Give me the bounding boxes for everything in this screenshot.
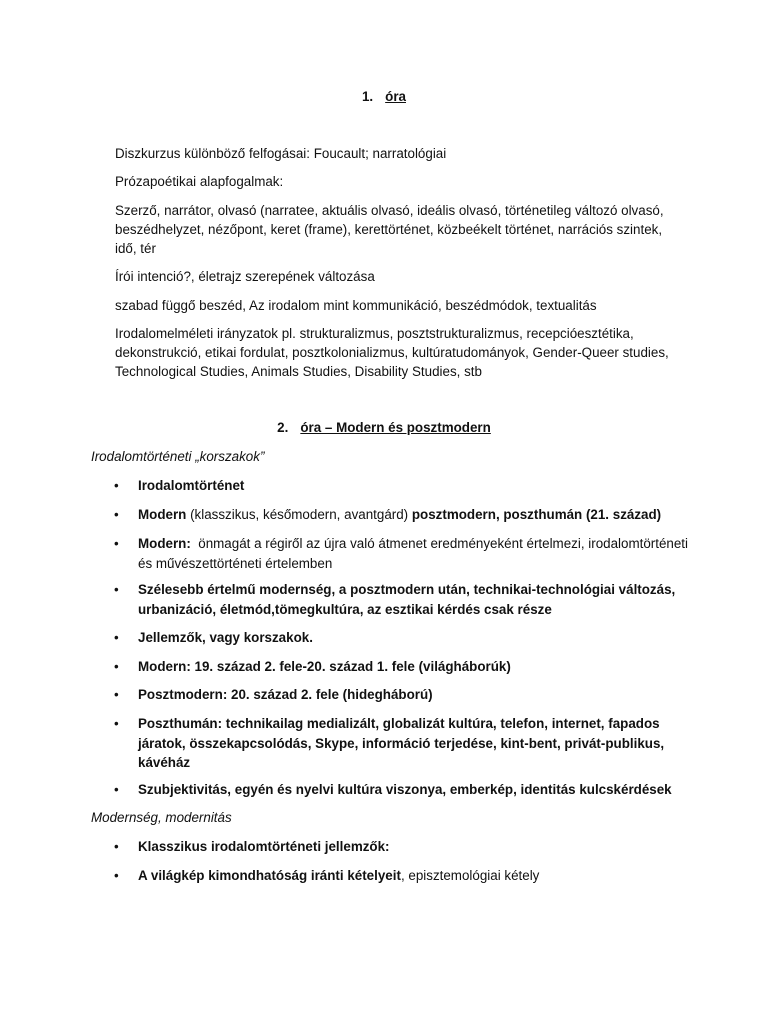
bullet-icon: • — [114, 478, 119, 493]
list-item-bold: Modern — [138, 507, 187, 522]
subheading-modernity: Modernség, modernitás — [91, 810, 232, 825]
bullet-icon: • — [114, 659, 119, 674]
bullet-icon: • — [114, 507, 119, 522]
list-item-bold: Jellemzők, vagy korszakok. — [138, 630, 313, 645]
list-item-bold: Szélesebb értelmű modernség, a posztmodern után, technikai-technológiai változás, urbanizáció, életmód,tömegkultúra, az esztikai kérdés csak része — [138, 582, 676, 617]
section-2-heading — [0, 420, 768, 436]
list-item-bold: Szubjektivitás, egyén és nyelvi kultúra viszonya, emberkép, identitás kulcskérdések — [138, 782, 672, 797]
list-item-bold: A világkép kimondhatóság iránti kételyeit — [138, 868, 401, 883]
bullet-icon: • — [114, 630, 119, 645]
paragraph: szabad függő beszéd, Az irodalom mint kommunikáció, beszédmódok, textualitás — [115, 298, 597, 313]
list-item-bold: Klasszikus irodalomtörténeti jellemzők: — [138, 839, 390, 854]
section-2-number: 2. — [277, 420, 289, 435]
bullet-icon: • — [114, 536, 119, 551]
list-item-bold: Irodalomtörténet — [138, 478, 245, 493]
list-item-bold: Posztmodern: 20. század 2. fele (hidegháború) — [138, 687, 433, 702]
paragraph: Prózapoétikai alapfogalmak: — [115, 174, 284, 189]
paragraph: Írói intenció?, életrajz szerepének változása — [115, 269, 375, 284]
list-item-text: (klasszikus, későmodern, avantgárd) — [186, 507, 412, 522]
section-1-number: 1. — [361, 89, 374, 104]
bullet-icon: • — [114, 687, 119, 702]
list-item-bold: Poszthumán: technikailag medializált, globalizát kultúra, telefon, internet, fapados járatok, összekapcsolódás, Skype, információ terjedése, kint-bent, privát-publikus, kávéház — [138, 716, 665, 770]
list-item-text: , episztemológiai kétely — [400, 868, 540, 883]
list-item-bold: Modern: — [138, 536, 191, 551]
section-2-title: óra – Modern és posztmodern — [300, 420, 491, 435]
bullet-icon: • — [114, 839, 119, 854]
bullet-icon: • — [114, 716, 119, 731]
list-item-bold: posztmodern, poszthumán (21. század) — [411, 507, 662, 522]
list-item-text: önmagát a régiről az újra való átmenet eredményeként értelmezi, irodalomtörténeti és művészettörténeti értelemben — [138, 536, 692, 571]
bullet-icon: • — [114, 582, 119, 597]
subheading-periods: Irodalomtörténeti „korszakok” — [91, 449, 265, 464]
paragraph: Diszkurzus különböző felfogásai: Foucault; narratológiai — [115, 146, 447, 161]
paragraph: Szerző, narrátor, olvasó (narratee, aktuális olvasó, ideális olvasó, történetileg változó olvasó, beszédhelyzet, nézőpont, keret (frame), kerettörténet, közbeékelt történet, narrációs szintek, idő, tér — [115, 203, 664, 256]
paragraph: Irodalomelméleti irányzatok pl. strukturalizmus, posztstrukturalizmus, recepcióesztétika, dekonstrukció, etikai fordulat, posztkolonializmus, kultúratudományok, Gender-Queer studies, Technological Studies, Animals Studies, Disability Studies, stb — [115, 326, 669, 379]
list-item-bold: Modern: 19. század 2. fele-20. század 1. fele (világháborúk) — [138, 659, 511, 674]
bullet-icon: • — [114, 868, 119, 883]
section-1-heading — [0, 89, 768, 105]
bullet-icon: • — [114, 782, 119, 797]
section-1-title: óra — [385, 89, 406, 104]
